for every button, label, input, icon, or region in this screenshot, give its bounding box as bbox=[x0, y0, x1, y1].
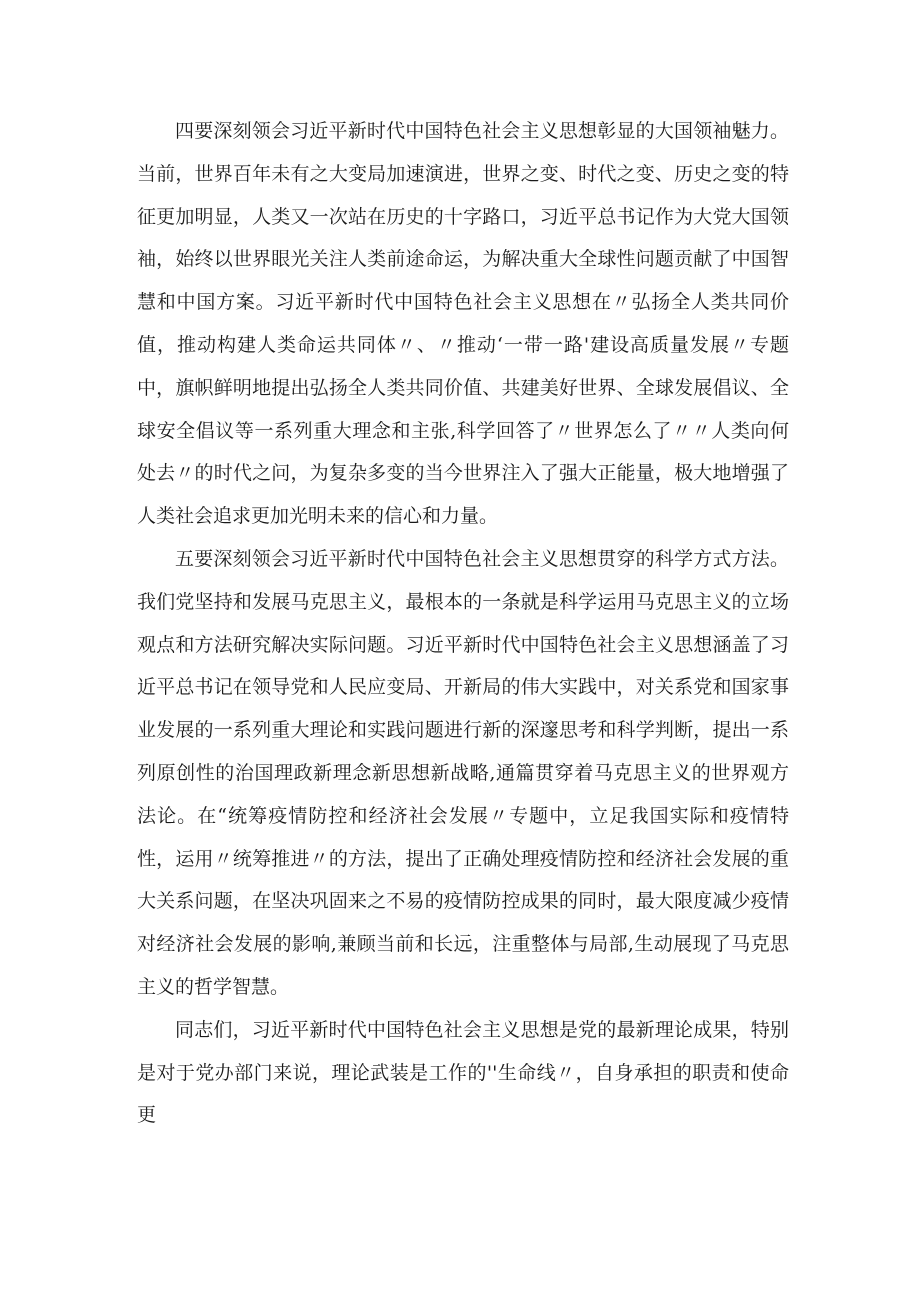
paragraph-scientific-method: 五要深刻领会习近平新时代中国特色社会主义思想贯穿的科学方式方法。我们党坚持和发展马克思主义，最根本的一条就是科学运用马克思主义的立场观点和方法研究解决实际问题。习近平新时代中国特色社会主义思想涵盖了习近平总书记在领导党和人民应变局、开新局的伟大实践中，对关系党和国家事业发展的一系列重大理论和实践问题进行新的深邃思考和科学判断，提出一系列原创性的治国理政新理念新思想新战略,通篇贯穿着马克思主义的世界观方法论。在“统筹疫情防控和经济社会发展〃专题中，立足我国实际和疫情特性，运用〃统筹推进〃的方法，提出了正确处理疫情防控和经济社会发展的重大关系问题，在坚决巩固来之不易的疫情防控成果的同时，最大限度减少疫情对经济社会发展的影响,兼顾当前和长远，注重整体与局部,生动展现了马克思主义的哲学智慧。 bbox=[137, 547, 789, 998]
document-body bbox=[137, 110, 789, 1137]
paragraph-comrades: 同志们，习近平新时代中国特色社会主义思想是党的最新理论成果，特别是对于党办部门来说，理论武装是工作的''生命线〃，自身承担的职责和使命更 bbox=[137, 1018, 789, 1127]
paragraph-leader-charisma: 四要深刻领会习近平新时代中国特色社会主义思想彰显的大国领袖魅力。当前，世界百年未有之大变局加速演进，世界之变、时代之变、历史之变的特征更加明显，人类又一次站在历史的十字路口，习近平总书记作为大党大国领袖，始终以世界眼光关注人类前途命运，为解决重大全球性问题贡献了中国智慧和中国方案。习近平新时代中国特色社会主义思想在〃弘扬全人类共同价值，推动构建人类命运共同体〃、〃推动‘一带一路'建设高质量发展〃专题中，旗帜鲜明地提出弘扬全人类共同价值、共建美好世界、全球发展倡议、全球安全倡议等一系列重大理念和主张,科学回答了〃世界怎么了〃〃人类向何处去〃的时代之问，为复杂多变的当今世界注入了强大正能量，极大地增强了人类社会追求更加光明未来的信心和力量。 bbox=[137, 120, 789, 528]
